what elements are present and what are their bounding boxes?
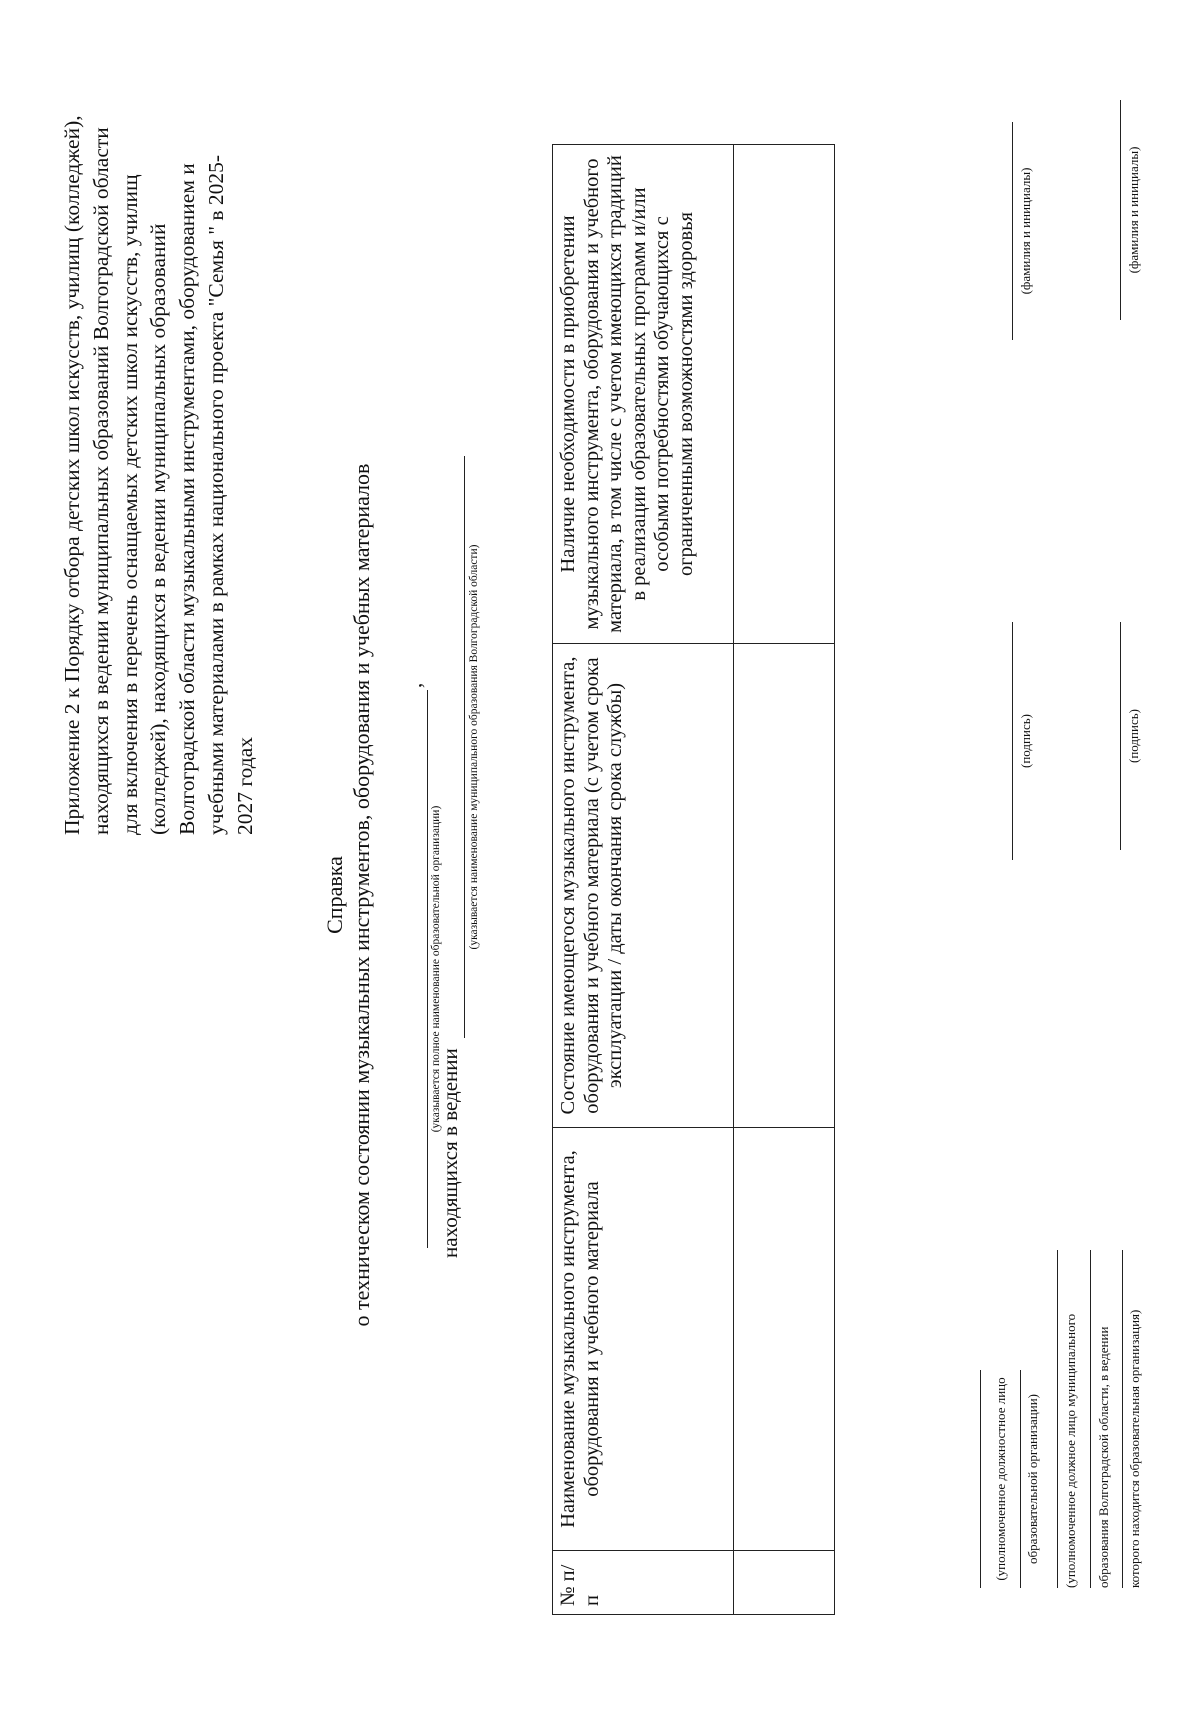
- org-name-caption: (указывается полное наименование образовательной организации): [430, 805, 442, 1133]
- org-official-line-1: [980, 1370, 981, 1588]
- org-official-label-2: образовательной организации): [1025, 1394, 1040, 1564]
- org-name-line: [427, 690, 428, 1248]
- cell-need[interactable]: [734, 145, 835, 644]
- cell-number[interactable]: [734, 1551, 835, 1615]
- mun-signature-line: [1120, 622, 1121, 850]
- mun-official-line-3: [1122, 1250, 1123, 1588]
- mun-name-sign-line: [1120, 100, 1121, 320]
- org-name-sign-line: [1012, 122, 1013, 340]
- located-label: находящихся в ведении: [438, 1048, 462, 1258]
- mun-official-label-1: (уполномоченное должное лицо муниципального: [1063, 1313, 1078, 1588]
- equipment-table: [552, 144, 835, 1615]
- org-official-line-2: [1020, 1370, 1021, 1588]
- municipal-name-caption: (указывается наименование муниципального образования Волгоградской области): [468, 544, 480, 950]
- org-signature-line: [1012, 622, 1013, 860]
- org-name-sign-label: (фамилия и инициалы): [1018, 167, 1033, 295]
- mun-name-sign-label: (фамилия и инициалы): [1126, 146, 1141, 274]
- appendix-note: Приложение 2 к Порядку отбора детских школ искусств, училищ (колледжей), находящихся в ведении муниципальных образований Волгоградской области для включения в перечень оснащаемых детских школ искусств, училищ (колледжей), находящихся в ведении муниципальных образований Волгоградской области музыкальными инструментами, оборудованием и учебными материалами в рамках национального проекта "Семья " в 2025-2027 годах: [60, 115, 257, 835]
- header-item-name: Наименование музыкального инструмента, оборудования и учебного материала: [553, 1128, 734, 1551]
- title-block: [322, 330, 376, 1460]
- header-condition: Состояние имеющегося музыкального инструмента, оборудования и учебного материала (с учетом срока эксплуатации / даты окончания срока службы): [553, 644, 734, 1128]
- table-header-row: [553, 145, 734, 1615]
- org-name-comma: ,: [402, 682, 426, 688]
- org-signature-label: (подпись): [1018, 714, 1033, 768]
- org-official-label-1: (уполномоченное должностное лицо: [993, 1377, 1008, 1581]
- cell-condition[interactable]: [734, 644, 835, 1128]
- mun-signature-label: (подпись): [1126, 709, 1141, 763]
- municipal-name-line: [464, 456, 465, 1038]
- table-row: [734, 145, 835, 1615]
- document-title: Справка: [322, 856, 347, 934]
- header-need: Наличие необходимости в приобретении музыкального инструмента, оборудования и учебного материала, в том числе с учетом имеющихся традиций в реализации образовательных программ и/или особыми потребностями обучающихся с ограниченными возможностями здоровья: [553, 145, 734, 644]
- mun-official-line-2: [1090, 1250, 1091, 1588]
- header-number: № п/п: [553, 1551, 734, 1615]
- mun-official-label-3: которого находится образовательная организация): [1127, 1309, 1142, 1588]
- cell-item-name[interactable]: [734, 1128, 835, 1551]
- mun-official-label-2: образования Волгоградской области, в ведении: [1096, 1326, 1111, 1588]
- document-subtitle: о техническом состоянии музыкальных инструментов, оборудования и учебных материалов: [349, 463, 374, 1327]
- mun-official-line-1: [1057, 1250, 1058, 1588]
